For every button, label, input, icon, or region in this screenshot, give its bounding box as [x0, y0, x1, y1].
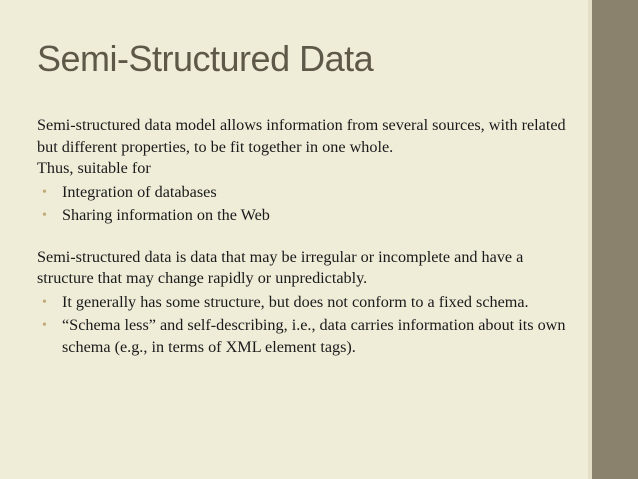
paragraph-definition: Semi-structured data is data that may be irregular or incomplete and have a structure that may change rapidly or unpredictably. [37, 247, 524, 287]
side-bar [592, 0, 638, 479]
list-item [37, 182, 567, 204]
slide-title: Semi-Structured Data [37, 38, 374, 79]
bullet-icon: • [42, 208, 47, 223]
bullet-icon: • [42, 318, 47, 333]
bullet-text: Sharing information on the Web [62, 206, 270, 224]
bullet-icon: • [42, 294, 47, 310]
list-item [37, 292, 567, 314]
bullet-list-properties [37, 292, 567, 359]
bullet-icon: • [42, 184, 47, 200]
bullet-text: Integration of databases [62, 182, 217, 201]
bullet-text: “Schema less” and self-describing, i.e., data carries information about its own schema (e.g., in terms of XML element tags). [62, 316, 566, 356]
bullet-text: It generally has some structure, but does not conform to a fixed schema. [62, 292, 529, 311]
list-item [37, 315, 567, 358]
bullet-list-uses [37, 182, 567, 227]
slide-body [37, 115, 567, 360]
list-item [37, 205, 567, 227]
paragraph-suitable: Thus, suitable for [37, 159, 151, 177]
paragraph-intro: Semi-structured data model allows information from several sources, with related but different properties, to be fit together in one whole. [37, 116, 566, 156]
